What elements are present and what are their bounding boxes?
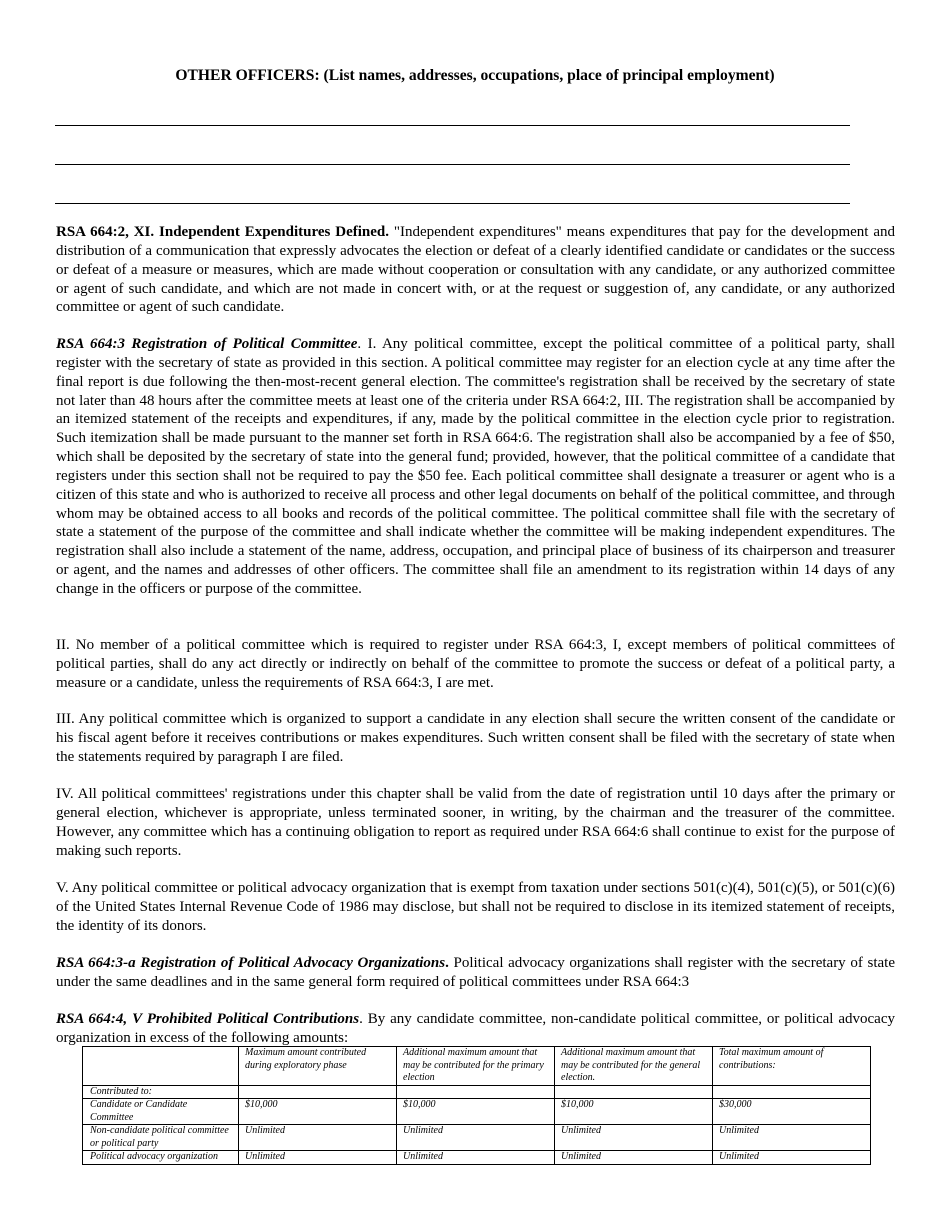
prohibited-contributions-paragraph — [56, 1010, 895, 1048]
table-header-cell: Additional maximum amount that may be contributed for the general election. — [555, 1047, 713, 1086]
officer-line-2 — [55, 164, 850, 165]
row-label: Candidate or Candidate Committee — [83, 1099, 239, 1125]
table-row — [83, 1151, 871, 1165]
table-cell: Unlimited — [239, 1151, 397, 1165]
paragraph-iii: III. Any political committee which is organized to support a candidate in any election shall secure the written consent of the candidate or his fiscal agent before it receives contributions or makes expenditures. Such written consent shall be filed with the secretary of state when the statements required by paragraph I are filed. — [56, 711, 895, 765]
table-header-cell: Maximum amount contributed during exploratory phase — [239, 1047, 397, 1086]
officer-line-3 — [55, 203, 850, 204]
table-row — [83, 1099, 871, 1125]
advocacy-registration-title: RSA 664:3-a Registration of Political Advocacy Organizations — [56, 955, 446, 971]
table-header-cell: Additional maximum amount that may be contributed for the primary election — [397, 1047, 555, 1086]
paragraph-v: V. Any political committee or political advocacy organization that is exempt from taxation under sections 501(c)(4), 501(c)(5), or 501(c)(6) of the United States Internal Revenue Code of 1986 may disclose, but shall not be required to disclose in its itemized statement of receipts, the identity of its donors. — [56, 880, 895, 934]
table-cell: $30,000 — [713, 1099, 871, 1125]
prohibited-contributions-text: . By any candidate committee, non-candidate political committee, or political advocacy organization in excess of the following amounts: — [56, 1011, 895, 1046]
table-cell: $10,000 — [555, 1099, 713, 1125]
row-label: Political advocacy organization — [83, 1151, 239, 1165]
officer-line-1 — [55, 125, 850, 126]
table-cell: $10,000 — [397, 1099, 555, 1125]
table-cell: Unlimited — [397, 1151, 555, 1165]
table-cell: Unlimited — [397, 1125, 555, 1151]
row-label: Non-candidate political committee or political party — [83, 1125, 239, 1151]
advocacy-registration-paragraph: RSA 664:3-a Registration of Political Advocacy Organizations. Political advocacy organizations shall register with the secretary of state under the same deadlines and in the same general form required of political committees under RSA 664:3 — [56, 955, 895, 990]
independent-expenditures-title: RSA 664:2, XI. Independent Expenditures Defined. — [56, 224, 389, 240]
table-cell: Unlimited — [555, 1151, 713, 1165]
table-cell: Unlimited — [239, 1125, 397, 1151]
table-row — [83, 1125, 871, 1151]
table-header-row — [83, 1047, 871, 1086]
table-cell: $10,000 — [239, 1099, 397, 1125]
table-subheader-row — [83, 1085, 871, 1099]
table-header-cell — [83, 1047, 239, 1086]
contribution-limits-table — [82, 1046, 871, 1165]
table-cell: Unlimited — [713, 1125, 871, 1151]
registration-paragraph — [56, 335, 895, 599]
registration-text: . I. Any political committee, except the political committee of a political party, shall register with the secretary of state as provided in this section. A political committee may register for an election cycle at any time after the final report is due following the then-most-recent general election. The committee's registration shall be received by the secretary of state not later than 48 hours after the committee meets at least one of the criteria under RSA 664:2, III. The registration shall be accompanied by an itemized statement of the receipts and expenditures, if any, made by the political committee in the election cycle prior to registration. Such itemization shall be made pursuant to the manner set forth in RSA 664:6. The registration shall also be accompanied by a fee of $50, which shall be deposited by the secretary of state into the general fund; provided, however, that the political committee of a candidate that registers under this section shall not be required to pay the $50 fee. Each political committee shall designate a treasurer or agent who is a citizen of this state and who is authorized to receive all process and other legal documents on behalf of the political committee, and through whom may be obtained access to all books and records of the political committee. The political committee shall file with the secretary of state a statement of the purpose of the committee and shall indicate whether the committee will be making independent expenditures. The registration shall also include a statement of the name, address, occupation, and principal place of business of its chairperson and treasurer or agent, and the names and addresses of other officers. The committee shall file an amendment to its registration within 14 days of any change in the officers or purpose of the committee. — [56, 336, 895, 597]
table-cell: Unlimited — [555, 1125, 713, 1151]
other-officers-heading: OTHER OFFICERS: (List names, addresses, occupations, place of principal employment) — [175, 67, 775, 84]
paragraph-ii: II. No member of a political committee which is required to register under RSA 664:3, I, except members of political committees of political parties, shall do any act directly or indirectly on behalf of the committee to promote the success or defeat of a political party, a measure or a candidate, unless the requirements of RSA 664:3, I are met. — [56, 637, 895, 691]
advocacy-registration-text: Political advocacy organizations shall register with the secretary of state under the same deadlines and in the same general form required of political committees under RSA 664:3 — [56, 955, 895, 990]
prohibited-contributions-title: RSA 664:4, V Prohibited Political Contributions — [56, 1011, 360, 1027]
paragraph-iv: IV. All political committees' registrations under this chapter shall be valid from the date of registration until 10 days after the primary or general election, whichever is appropriate, unless terminated sooner, in writing, by the chairman and the treasurer of the committee. However, any committee which has a continuing obligation to report as required under RSA 664:6 shall continue to exist for the purpose of making such reports. — [56, 786, 895, 859]
independent-expenditures-paragraph — [56, 223, 895, 317]
table-header-cell: Total maximum amount of contributions: — [713, 1047, 871, 1086]
contributed-to-label: Contributed to: — [83, 1085, 239, 1099]
independent-expenditures-text: "Independent expenditures" means expenditures that pay for the development and distribution of a communication that expressly advocates the election or defeat of a clearly identified candidate or candidates or the success or defeat of a measure or measures, which are made without cooperation or consultation with any candidate, or any authorized committee or agent of such candidate, and which are not made in concert with, or at the request or suggestion of, any candidate, or any authorized committee or agent of such candidate. — [56, 224, 895, 316]
table-cell: Unlimited — [713, 1151, 871, 1165]
registration-title: RSA 664:3 Registration of Political Committee — [56, 336, 358, 352]
